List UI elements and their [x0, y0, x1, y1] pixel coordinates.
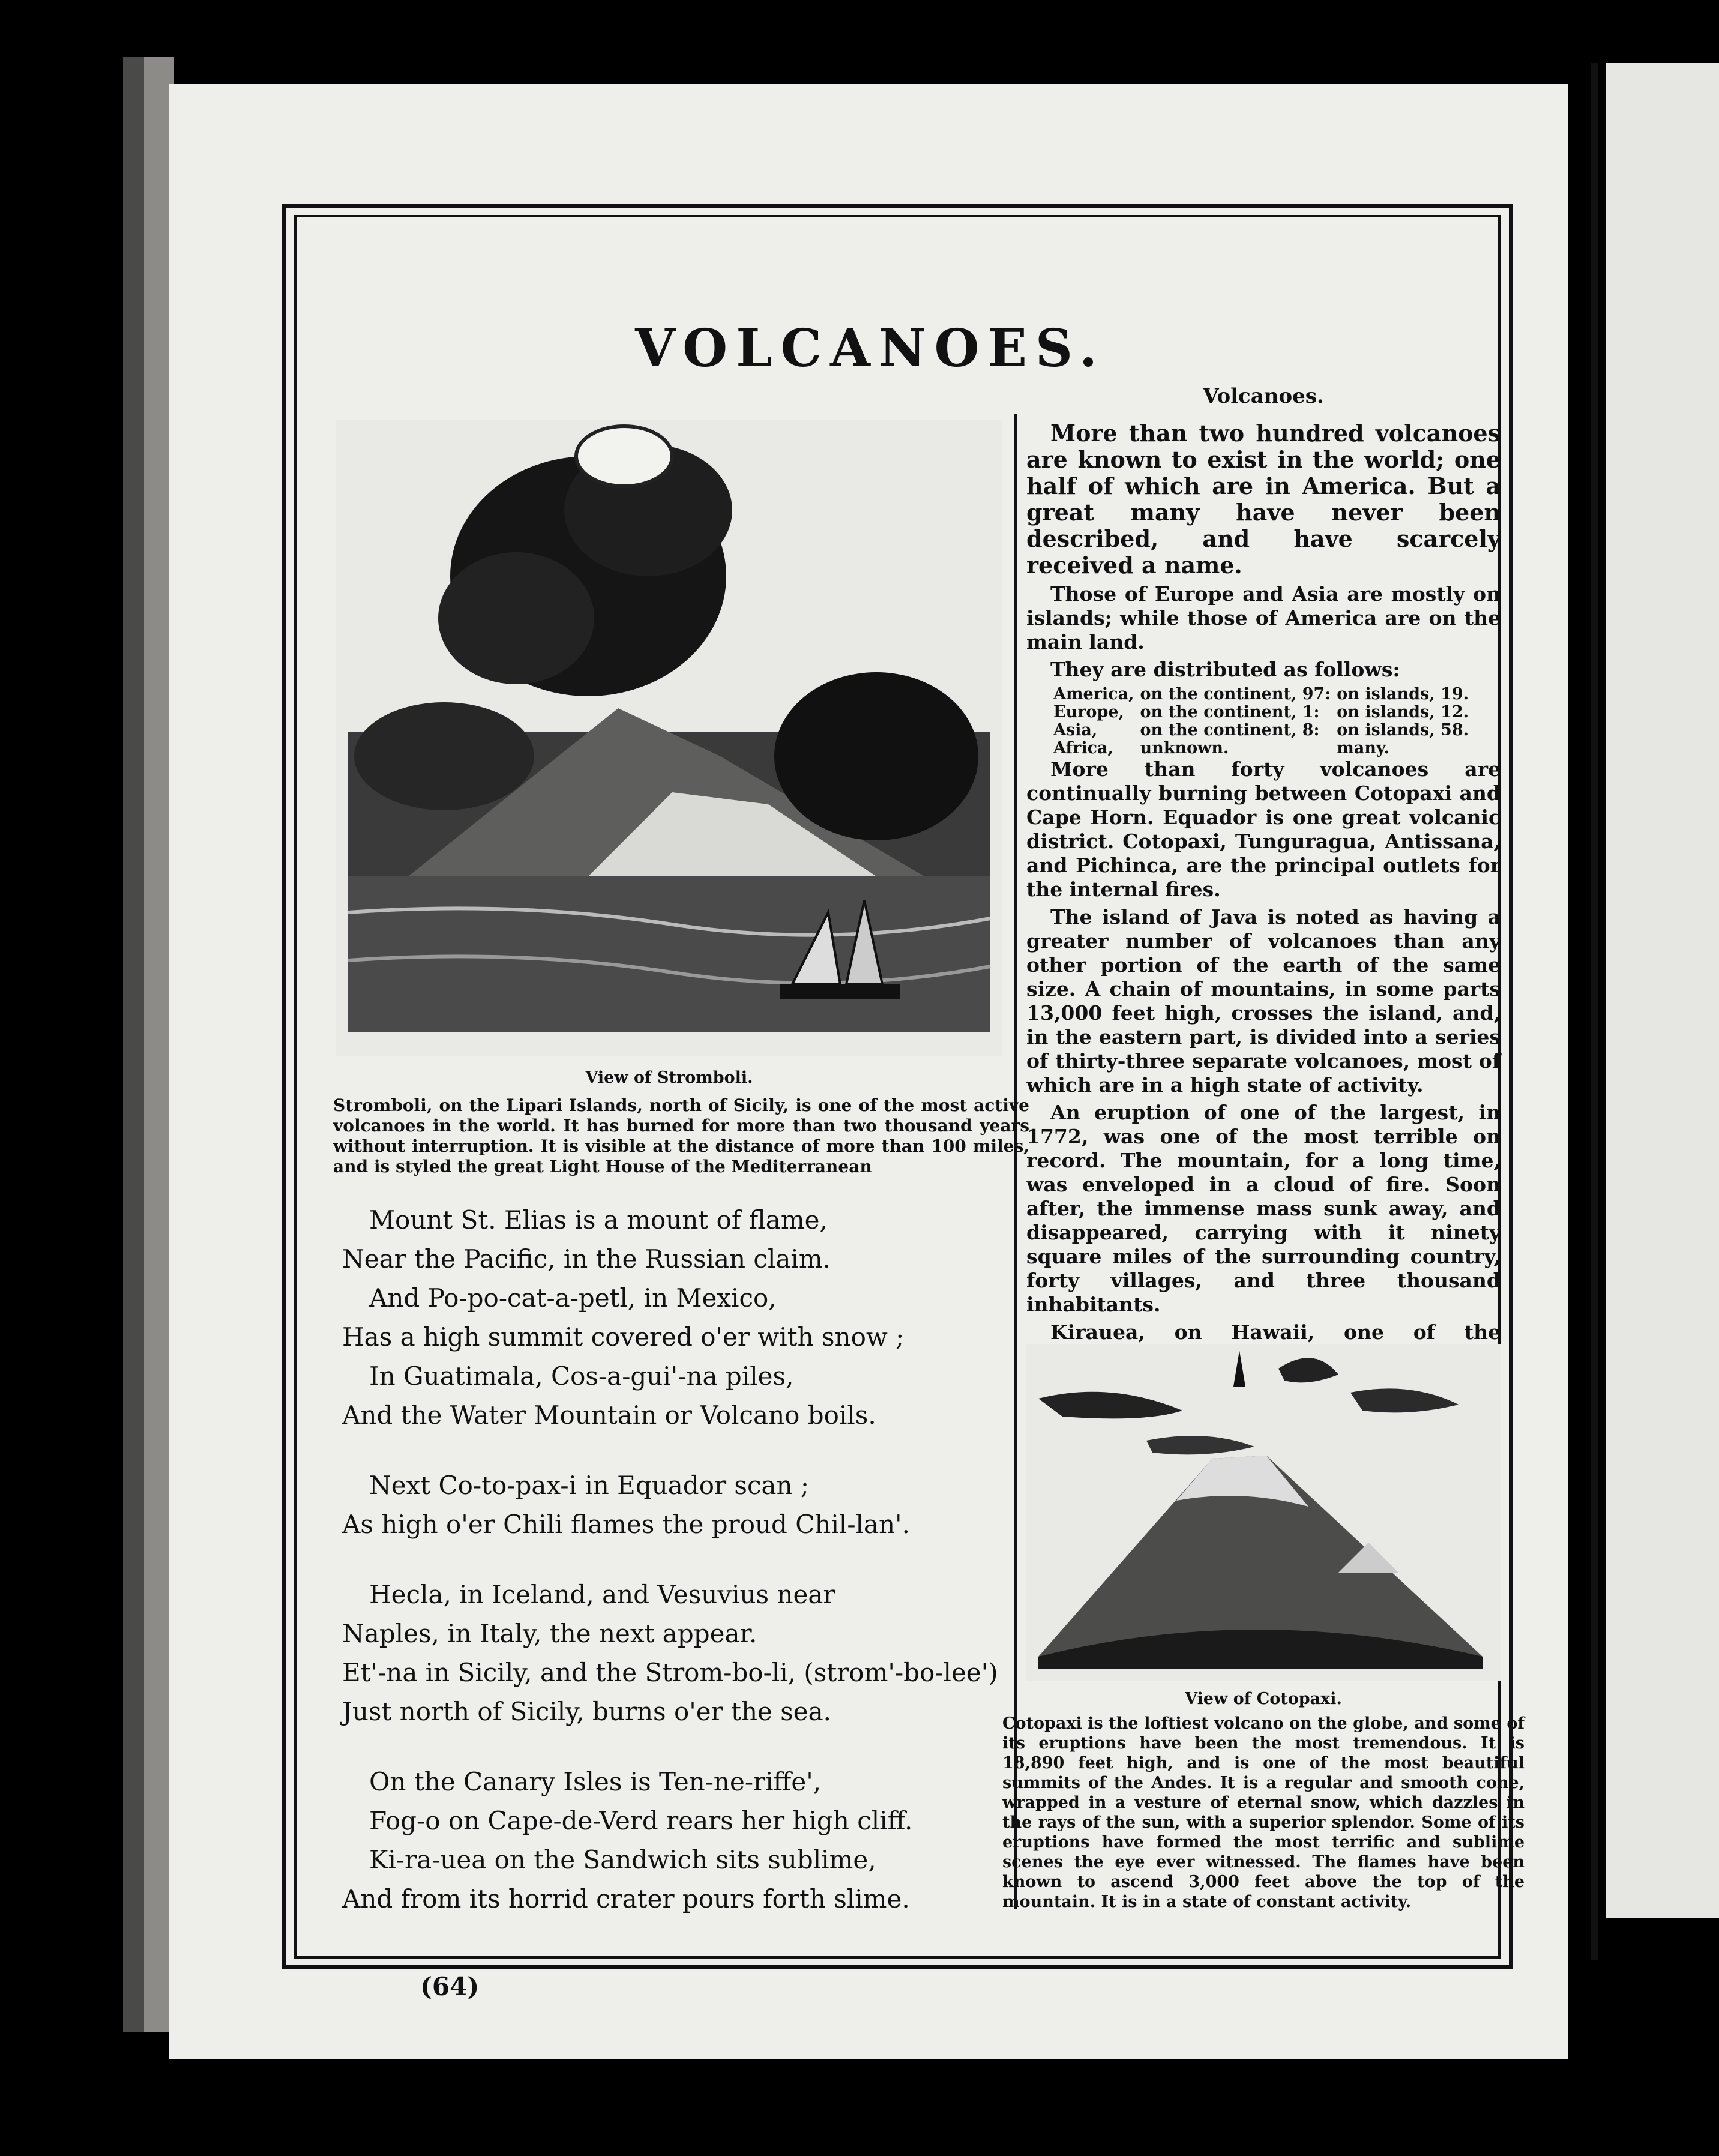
poem-line: Next Co-to-pax-i in Equador scan ; [369, 1471, 810, 1500]
table-cell: on the continent, 97: [1140, 685, 1331, 703]
page-number: (64) [420, 1972, 480, 2001]
distribution-table [1053, 685, 1475, 757]
poem-line: And the Water Mountain or Volcano boils. [342, 1400, 876, 1430]
stromboli-description: Stromboli, on the Lipari Islands, north of Sicily, is one of the most active volcanoes in the world. It has burned for more than two thousand years without interruption. It is visible at the distance of more than 100 miles, and is styled the great Light House of the Mediterranean [333, 1095, 1029, 1176]
table-row [1053, 703, 1475, 721]
poem-stanza [342, 1200, 1008, 1435]
stromboli-illustration [336, 420, 1002, 1056]
paragraph: Those of Europe and Asia are mostly on islands; while those of America are on the main land. [1026, 582, 1501, 654]
cotopaxi-caption: View of Cotopaxi. [1185, 1690, 1342, 1708]
table-cell: on islands, 58. [1337, 721, 1469, 739]
table-cell: on the continent, 1: [1140, 703, 1320, 721]
facing-page-border [1591, 63, 1598, 1960]
paragraph: The island of Java is noted as having a greater number of volcanoes than any other portion of the earth of the same size. A chain of mountains, in some parts 13,000 feet high, crosses the island, and, in the eastern part, is divided into a series of thirty-three separate volcanoes, most of which are in a high state of activity. [1026, 905, 1501, 1097]
poem-line: On the Canary Isles is Ten-ne-riffe', [369, 1767, 822, 1796]
table-cell: on islands, 19. [1337, 685, 1469, 703]
poem-stanza [342, 1466, 1008, 1544]
paragraph: Kirauea, on Hawaii, one of the [1050, 1320, 1501, 1344]
poem-line: And Po-po-cat-a-petl, in Mexico, [369, 1283, 777, 1313]
poem-line: Et'-na in Sicily, and the Strom-bo-li, (strom'-bo-lee') [342, 1658, 998, 1687]
table-cell: on the continent, 8: [1140, 721, 1320, 739]
volcano-facts-column [1026, 384, 1501, 1444]
poem-stanza [342, 1762, 1008, 1918]
facing-page [1606, 63, 1719, 1918]
poem-line: Has a high summit covered o'er with snow ; [342, 1322, 905, 1352]
paragraph: They are distributed as follows: [1050, 658, 1400, 681]
table-cell: Europe, [1053, 703, 1124, 721]
paragraph: An eruption of one of the largest, in 1772, was one of the most terrible on record. The mountain, for a long time, was enveloped in a cloud of fire. Soon after, the immense mass sunk away, and disappeared, carrying with it ninety square miles of the surrounding country, forty villages, and three thousand inhabitants. [1026, 1101, 1501, 1316]
cotopaxi-description: Cotopaxi is the loftiest volcano on the globe, and some of its eruptions have been the most tremendous. It is 18,890 feet high, and is one of the most beautiful summits of the Andes. It is a regular and smooth cone, wrapped in a vesture of eternal snow, which dazzles in the rays of the sun, with a superior splendor. Some of its eruptions have formed the most terrific and sublime scenes the eye ever witnessed. The flames have been known to ascend 3,000 feet above the top of the mountain. It is in a state of constant activity. [1002, 1714, 1525, 1911]
table-cell: many. [1337, 739, 1389, 757]
table-cell: unknown. [1140, 739, 1229, 757]
poem-line: Naples, in Italy, the next appear. [342, 1619, 757, 1648]
poem-line: Fog-o on Cape-de-Verd rears her high cliff. [369, 1806, 913, 1835]
table-cell: Africa, [1053, 739, 1113, 757]
stromboli-caption: View of Stromboli. [585, 1068, 753, 1087]
poem-line: Near the Pacific, in the Russian claim. [342, 1244, 831, 1274]
poem-line: Hecla, in Iceland, and Vesuvius near [369, 1580, 835, 1609]
cotopaxi-illustration [1026, 1344, 1501, 1681]
table-cell: on islands, 12. [1337, 703, 1469, 721]
poem-line: Ki-ra-uea on the Sandwich sits sublime, [369, 1845, 876, 1874]
poem-line: As high o'er Chili flames the proud Chil-lan'. [342, 1510, 910, 1539]
page-title: VOLCANOES. [635, 318, 1106, 379]
table-row [1053, 685, 1475, 703]
poem-line: Mount St. Elias is a mount of flame, [369, 1205, 828, 1235]
table-cell: America, [1053, 685, 1134, 703]
table-cell: Asia, [1053, 721, 1098, 739]
poem-line: Just north of Sicily, burns o'er the sea. [342, 1697, 832, 1726]
table-row [1053, 721, 1475, 739]
paragraph: More than forty volcanoes are continually burning between Cotopaxi and Cape Horn. Equador is one great volcanic district. Cotopaxi, Tunguragua, Antissana, and Pichinca, are the principal outlets for the internal fires. [1026, 757, 1501, 901]
section-heading: Volcanoes. [1203, 384, 1324, 408]
poem-stanza [342, 1575, 1008, 1731]
poem-line: And from its horrid crater pours forth slime. [342, 1884, 910, 1914]
table-row [1053, 739, 1475, 757]
poem-line: In Guatimala, Cos-a-gui'-na piles, [369, 1361, 794, 1391]
volcano-poem [342, 1200, 1008, 1950]
paragraph: More than two hundred volcanoes are known to exist in the world; one half of which are in America. But a great many have never been described, and have scarcely received a name. [1026, 420, 1501, 579]
